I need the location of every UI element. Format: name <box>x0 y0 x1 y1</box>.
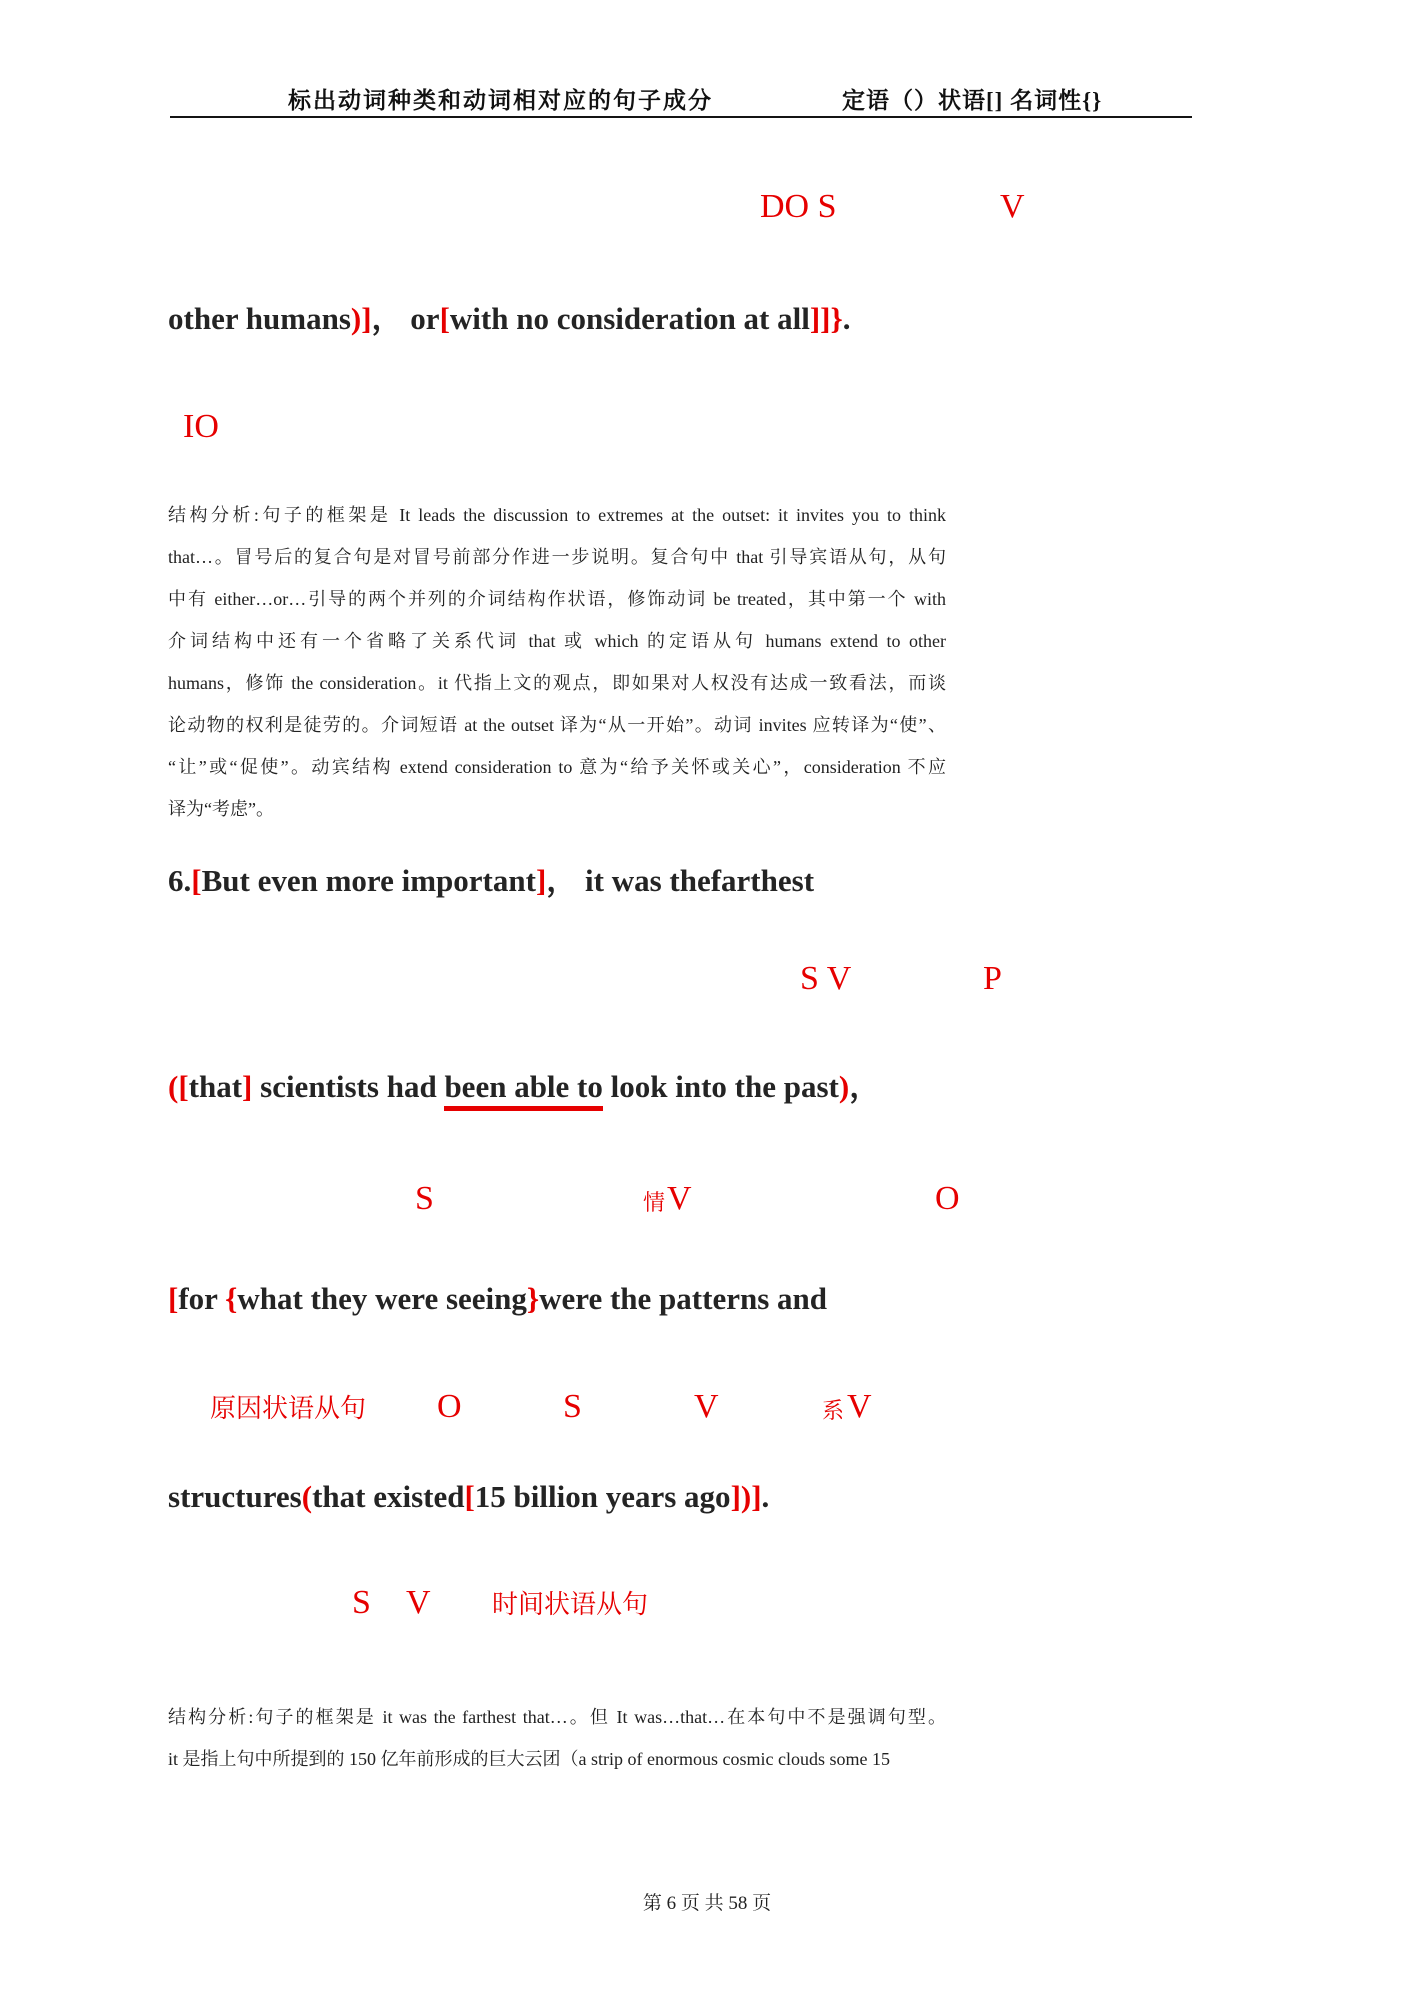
sentence-text: . <box>761 1479 770 1514</box>
bracket-mark: ) <box>838 1069 850 1104</box>
paragraph-line: that…。冒号后的复合句是对冒号前部分作进一步说明。复合句中 that 引导宾语从句，从句 <box>168 547 946 567</box>
grammar-annotation: 情 <box>643 1190 666 1215</box>
annotation-row-do-s-v <box>0 184 1414 224</box>
bracket-mark: ( <box>168 1069 179 1104</box>
sentence-6-line-4 <box>168 1476 769 1518</box>
bracket-mark: } <box>526 1281 540 1316</box>
bracket-mark: [ <box>439 301 450 336</box>
bracket-mark: ] <box>242 1069 253 1104</box>
sentence-text: . <box>842 301 851 336</box>
sentence-text: structures <box>168 1479 302 1514</box>
paragraph-line: 结构分析:句子的框架是 It leads the discussion to extremes at the outset: it invites you to think <box>168 505 946 525</box>
sentence-6-line-2 <box>168 1066 880 1108</box>
annotation-row-s-v-time <box>0 1580 1414 1620</box>
paragraph-line: humans，修饰 the consideration。it 代指上文的观点，即如果对人权没有达成一致看法，而谈 <box>168 673 946 693</box>
grammar-annotation: V <box>667 1180 692 1217</box>
grammar-annotation: S <box>352 1584 371 1621</box>
bracket-mark: { <box>225 1281 238 1316</box>
sentence-6-heading <box>168 860 814 902</box>
bracket-mark: [ <box>191 863 202 898</box>
annotation-row-s-qing-v-o <box>0 1176 1414 1216</box>
bracket-mark: )] <box>350 301 372 336</box>
sentence-fragment-or <box>168 298 850 340</box>
grammar-annotation: S <box>563 1388 582 1425</box>
paragraph-line: 论动物的权利是徒劳的。介词短语 at the outset 译为“从一开始”。动词 invites 应转译为“使”、 <box>168 715 946 735</box>
paragraph-line: 译为“考虑”。 <box>168 799 274 819</box>
header-rule <box>170 116 1192 118</box>
paragraph-line: it 是指上句中所提到的 150 亿年前形成的巨大云团（a strip of enormous cosmic clouds some 15 <box>168 1749 890 1769</box>
sentence-6-line-3 <box>168 1278 827 1320</box>
sentence-text: other humans <box>168 301 351 336</box>
sentence-text: ， <box>849 1069 881 1104</box>
sentence-text: that <box>188 1069 243 1104</box>
bracket-mark: ] <box>535 863 547 898</box>
annotation-row-cause-clause <box>0 1384 1414 1424</box>
grammar-annotation: O <box>935 1180 960 1217</box>
sentence-text: ， or <box>371 301 440 336</box>
header-right-legend: 定语（）状语[] 名词性{} <box>842 88 1103 113</box>
grammar-annotation: 系 <box>822 1398 845 1423</box>
grammar-annotation: S <box>415 1180 434 1217</box>
grammar-annotation: DO S <box>760 188 837 225</box>
sentence-text: 6. <box>168 863 192 898</box>
structure-analysis-paragraph-6 <box>168 1696 946 1780</box>
sentence-text: that existed <box>312 1479 465 1514</box>
sentence-text: with no consideration at all <box>449 301 810 336</box>
underlined-phrase: been able to <box>444 1069 602 1111</box>
paragraph-line: 结构分析:句子的框架是 it was the farthest that…。但 It was…that…在本句中不是强调句型。 <box>168 1707 946 1727</box>
grammar-annotation: V <box>694 1388 719 1425</box>
sentence-text: were the patterns and <box>539 1281 827 1316</box>
bracket-mark: [ <box>464 1479 475 1514</box>
grammar-annotation: S V <box>800 960 852 997</box>
sentence-text: what they were seeing <box>237 1281 527 1316</box>
sentence-text: 15 billion years ago <box>474 1479 731 1514</box>
annotation-row-s-v-p <box>0 956 1414 996</box>
bracket-mark: [ <box>168 1281 179 1316</box>
structure-analysis-paragraph-5 <box>168 494 946 830</box>
bracket-mark: ( <box>301 1479 313 1514</box>
sentence-text: But even more important <box>201 863 536 898</box>
grammar-annotation: V <box>847 1388 872 1425</box>
sentence-text: look into the past <box>602 1069 839 1104</box>
grammar-annotation: 原因状语从句 <box>210 1394 367 1423</box>
paragraph-line: “让”或“促使”。动宾结构 extend consideration to 意为“给予关怀或关心”，consideration 不应 <box>168 757 946 777</box>
grammar-annotation: 时间状语从句 <box>492 1590 649 1619</box>
grammar-annotation: V <box>406 1584 431 1621</box>
annotation-row-io <box>0 404 1414 444</box>
sentence-text: ， it was thefarthest <box>546 863 815 898</box>
sentence-text: scientists had <box>252 1069 445 1104</box>
header-left-title: 标出动词种类和动词相对应的句子成分 <box>288 88 713 113</box>
grammar-annotation: P <box>983 960 1002 997</box>
paragraph-line: 介词结构中还有一个省略了关系代词 that 或 which 的定语从句 humans extend to other <box>168 631 946 651</box>
bracket-mark: ])] <box>730 1479 762 1514</box>
bracket-mark: ]]} <box>809 301 843 336</box>
paragraph-line: 中有 either…or…引导的两个并列的介词结构作状语，修饰动词 be treated，其中第一个 with <box>168 589 946 609</box>
grammar-annotation: O <box>437 1388 462 1425</box>
sentence-text: for <box>178 1281 226 1316</box>
grammar-annotation: V <box>1000 188 1025 225</box>
grammar-annotation: IO <box>183 408 219 445</box>
page-number: 第 6 页 共 58 页 <box>642 1893 772 1914</box>
bracket-mark: [ <box>178 1069 189 1104</box>
